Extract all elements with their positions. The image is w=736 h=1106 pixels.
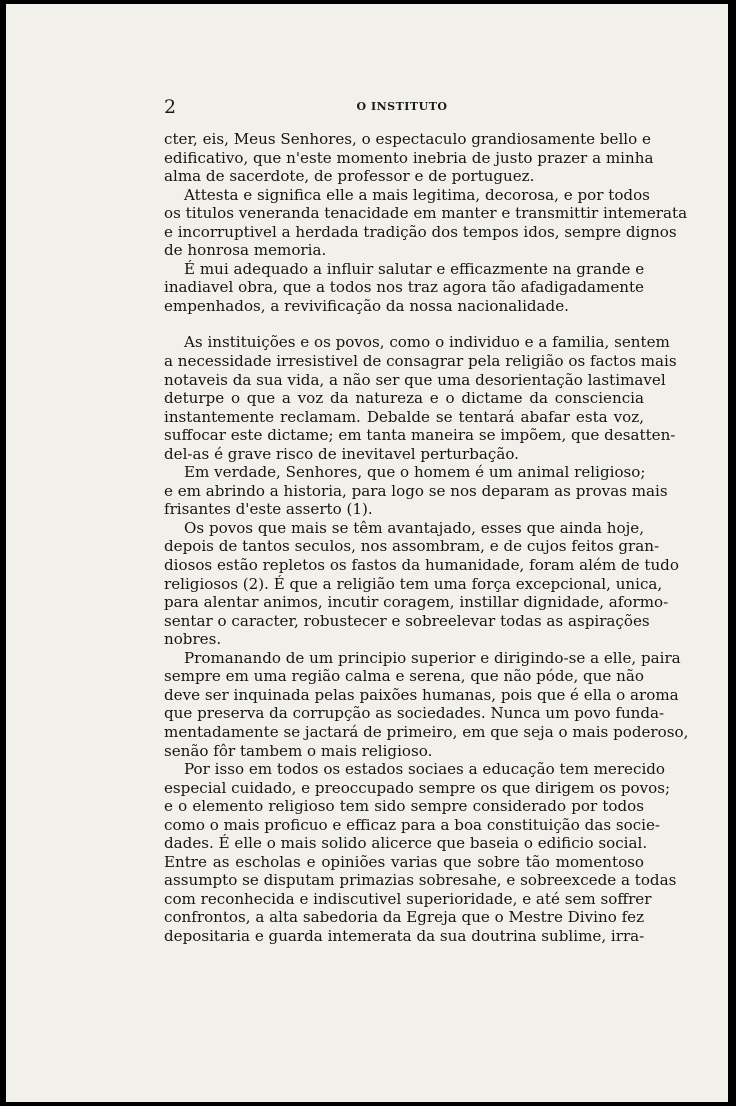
text-line: alma de sacerdote, de professor e de portuguez.	[164, 167, 535, 186]
text-line: As instituições e os povos, como o individuo e a familia, sentem	[184, 333, 670, 352]
text-line: nobres.	[164, 630, 222, 649]
text-line: Os povos que mais se têm avantajado, esses que ainda hoje,	[184, 518, 644, 537]
text-line: depositaria e guarda intemerata da sua doutrina sublime, irra-	[164, 926, 645, 945]
text-line: com reconhecida e indiscutivel superioridade, e até sem soffrer	[164, 889, 652, 908]
text-line: senão fôr tambem o mais religioso.	[164, 741, 433, 760]
book-page	[6, 4, 728, 1102]
text-line: de honrosa memoria.	[164, 241, 327, 260]
text-line: para alentar animos, incutir coragem, instillar dignidade, aformo-	[164, 593, 669, 612]
text-line: del-as é grave risco de inevitavel perturbação.	[164, 444, 519, 463]
text-line: dades. É elle o mais solido alicerce que baseia o edificio social.	[164, 834, 648, 853]
text-line: sentar o caracter, robustecer e sobreelevar todas as aspirações	[164, 611, 650, 630]
text-line: notaveis da sua vida, a não ser que uma desorientação lastimavel	[164, 370, 666, 389]
paragraph-gap	[164, 315, 644, 333]
text-line: Promanando de um principio superior e dirigindo-se a elle, paira	[184, 648, 681, 667]
text-line: cter, eis, Meus Senhores, o espectaculo grandiosamente bello e	[164, 130, 651, 148]
text-line: sempre em uma região calma e serena, que não póde, que não	[164, 667, 644, 686]
text-line: diosos estão repletos os fastos da humanidade, foram além de tudo	[164, 556, 679, 575]
running-title: O INSTITUTO	[356, 100, 448, 113]
page-header	[164, 96, 640, 118]
text-line: edificativo, que n'este momento inebria de justo prazer a minha	[164, 148, 654, 167]
text-line: e incorruptivel a herdada tradição dos tempos idos, sempre dignos	[164, 222, 677, 241]
text-line: confrontos, a alta sabedoria da Egreja que o Mestre Divino fez	[164, 908, 645, 927]
text-line: especial cuidado, e preoccupado sempre os que dirigem os povos;	[164, 778, 671, 797]
text-line: que preserva da corrupção as sociedades. Nunca um povo funda-	[164, 704, 665, 723]
text-line: e em abrindo a historia, para logo se nos deparam as provas mais	[164, 481, 668, 500]
text-line: deturpe o que a voz da natureza e o dictame da consciencia	[164, 389, 644, 408]
text-line: os titulos veneranda tenacidade em manter e transmittir intemerata	[164, 204, 688, 223]
text-line: religiosos (2). É que a religião tem uma força excepcional, unica,	[164, 574, 663, 593]
text-line: instantemente reclamam. Debalde se tentará abafar esta voz,	[164, 407, 644, 426]
text-line: mentadamente se jactará de primeiro, em que seja o mais poderoso,	[164, 722, 689, 741]
text-line: deve ser inquinada pelas paixões humanas, pois que é ella o aroma	[164, 685, 679, 704]
text-line: como o mais proficuo e efficaz para a boa constituição das socie-	[164, 815, 661, 834]
text-line: assumpto se disputam primazias sobresahe, e sobreexcede a todas	[164, 871, 677, 890]
text-line: e o elemento religioso tem sido sempre considerado por todos	[164, 797, 644, 816]
text-line: É mui adequado a influir salutar e efficazmente na grande e	[184, 259, 645, 278]
text-line: suffocar este dictame; em tanta maneira se impõem, que desatten-	[164, 426, 676, 445]
text-line: empenhados, a revivificação da nossa nacionalidade.	[164, 296, 569, 315]
text-line: frisantes d'este asserto (1).	[164, 500, 373, 519]
text-line: Attesta e significa elle a mais legitima, decorosa, e por todos	[184, 185, 650, 204]
page-number: 2	[164, 96, 177, 118]
text-line: Entre as escholas e opiniões varias que sobre tão momentoso	[164, 852, 644, 871]
text-line: depois de tantos seculos, nos assombram, e de cujos feitos gran-	[164, 537, 660, 556]
body-text	[164, 130, 689, 946]
text-line: Em verdade, Senhores, que o homem é um animal religioso;	[184, 463, 646, 482]
text-line: a necessidade irresistivel de consagrar pela religião os factos mais	[164, 352, 677, 371]
text-line: Por isso em todos os estados sociaes a educação tem merecido	[184, 760, 666, 779]
text-line: inadiavel obra, que a todos nos traz agora tão afadigadamente	[164, 278, 644, 297]
